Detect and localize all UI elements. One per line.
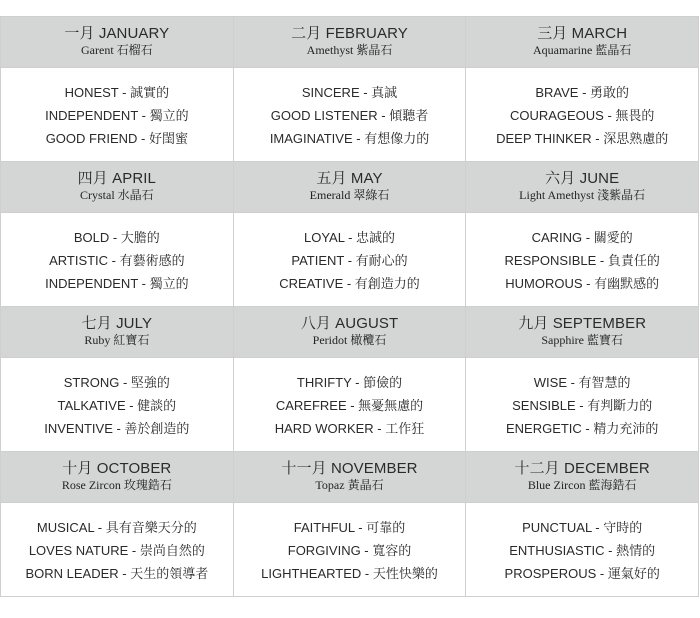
trait: GOOD LISTENER - 傾聽者 [270, 108, 429, 123]
month-header-march [466, 17, 699, 68]
traits-february [234, 68, 467, 162]
trait: FAITHFUL - 可靠的 [293, 520, 406, 535]
traits-june [466, 213, 699, 307]
traits-december [466, 503, 699, 597]
stone-name: Aquamarine 藍晶石 [533, 43, 632, 57]
birthstone-table [0, 16, 699, 597]
traits-row [1, 503, 699, 597]
stone-name: Garent 石榴石 [81, 43, 153, 57]
month-header-may [234, 162, 467, 213]
trait: TALKATIVE - 健談的 [57, 398, 177, 413]
trait: PATIENT - 有耐心的 [291, 253, 408, 268]
traits-april [1, 213, 234, 307]
trait: LOYAL - 忠誠的 [303, 230, 396, 245]
trait: COURAGEOUS - 無畏的 [509, 108, 655, 123]
header-row [1, 17, 699, 68]
stone-name: Emerald 翠綠石 [309, 188, 390, 202]
trait: FORGIVING - 寬容的 [287, 543, 412, 558]
trait: HUMOROUS - 有幽默感的 [505, 276, 660, 291]
header-row [1, 307, 699, 358]
month-title: 四月 APRIL [77, 170, 156, 187]
month-header-october [1, 452, 234, 503]
month-header-july [1, 307, 234, 358]
month-header-february [234, 17, 467, 68]
month-title: 十一月 NOVEMBER [281, 460, 418, 477]
trait: ARTISTIC - 有藝術感的 [49, 253, 185, 268]
month-title: 三月 MARCH [537, 25, 628, 42]
traits-row [1, 68, 699, 162]
trait: CARING - 關愛的 [531, 230, 633, 245]
trait: DEEP THINKER - 深思熟慮的 [496, 131, 669, 146]
trait: ENTHUSIASTIC - 熱情的 [509, 543, 656, 558]
trait: INDEPENDENT - 獨立的 [45, 276, 189, 291]
trait: THRIFTY - 節儉的 [296, 375, 403, 390]
trait: STRONG - 堅強的 [63, 375, 170, 390]
stone-name: Crystal 水晶石 [80, 188, 154, 202]
traits-january [1, 68, 234, 162]
trait: BOLD - 大膽的 [73, 230, 160, 245]
month-header-august [234, 307, 467, 358]
trait: SINCERE - 真誠 [301, 85, 398, 100]
stone-name: Peridot 橄欖石 [312, 333, 387, 347]
trait: GOOD FRIEND - 好閨蜜 [45, 131, 188, 146]
traits-july [1, 358, 234, 452]
trait: BORN LEADER - 天生的領導者 [25, 566, 209, 581]
trait: CREATIVE - 有創造力的 [279, 276, 420, 291]
stone-name: Light Amethyst 淺紫晶石 [519, 188, 646, 202]
trait: RESPONSIBLE - 負責任的 [504, 253, 660, 268]
month-header-september [466, 307, 699, 358]
month-header-december [466, 452, 699, 503]
trait: WISE - 有智慧的 [533, 375, 631, 390]
stone-name: Ruby 紅寶石 [84, 333, 150, 347]
traits-may [234, 213, 467, 307]
stone-name: Rose Zircon 玫瑰鋯石 [61, 478, 172, 492]
stone-name: Sapphire 藍寶石 [541, 333, 624, 347]
traits-november [234, 503, 467, 597]
month-title: 七月 JULY [81, 315, 153, 332]
month-header-june [466, 162, 699, 213]
trait: PUNCTUAL - 守時的 [522, 520, 643, 535]
trait: CAREFREE - 無憂無慮的 [275, 398, 424, 413]
stone-name: Blue Zircon 藍海鋯石 [527, 478, 637, 492]
month-header-november [234, 452, 467, 503]
trait: ENERGETIC - 精力充沛的 [505, 421, 659, 436]
trait: MUSICAL - 具有音樂天分的 [36, 520, 197, 535]
traits-october [1, 503, 234, 597]
month-title: 九月 SEPTEMBER [518, 315, 647, 332]
traits-march [466, 68, 699, 162]
trait: SENSIBLE - 有判斷力的 [512, 398, 653, 413]
month-title: 二月 FEBRUARY [291, 25, 408, 42]
header-row [1, 162, 699, 213]
month-title: 十二月 DECEMBER [514, 460, 650, 477]
month-title: 一月 JANUARY [64, 25, 170, 42]
month-title: 八月 AUGUST [300, 315, 399, 332]
trait: PROSPEROUS - 運氣好的 [504, 566, 660, 581]
stone-name: Amethyst 紫晶石 [306, 43, 393, 57]
traits-row [1, 213, 699, 307]
traits-september [466, 358, 699, 452]
traits-august [234, 358, 467, 452]
month-header-april [1, 162, 234, 213]
month-title: 五月 MAY [316, 170, 383, 187]
traits-row [1, 358, 699, 452]
trait: IMAGINATIVE - 有想像力的 [269, 131, 430, 146]
month-title: 六月 JUNE [545, 170, 620, 187]
trait: LIGHTHEARTED - 天性快樂的 [261, 566, 438, 581]
month-title: 十月 OCTOBER [62, 460, 172, 477]
header-row [1, 452, 699, 503]
trait: BRAVE - 勇敢的 [535, 85, 630, 100]
trait: INVENTIVE - 善於創造的 [44, 421, 190, 436]
trait: HONEST - 誠實的 [64, 85, 170, 100]
trait: HARD WORKER - 工作狂 [274, 421, 425, 436]
stone-name: Topaz 黃晶石 [315, 478, 384, 492]
trait: INDEPENDENT - 獨立的 [45, 108, 189, 123]
trait: LOVES NATURE - 崇尚自然的 [28, 543, 205, 558]
month-header-january [1, 17, 234, 68]
